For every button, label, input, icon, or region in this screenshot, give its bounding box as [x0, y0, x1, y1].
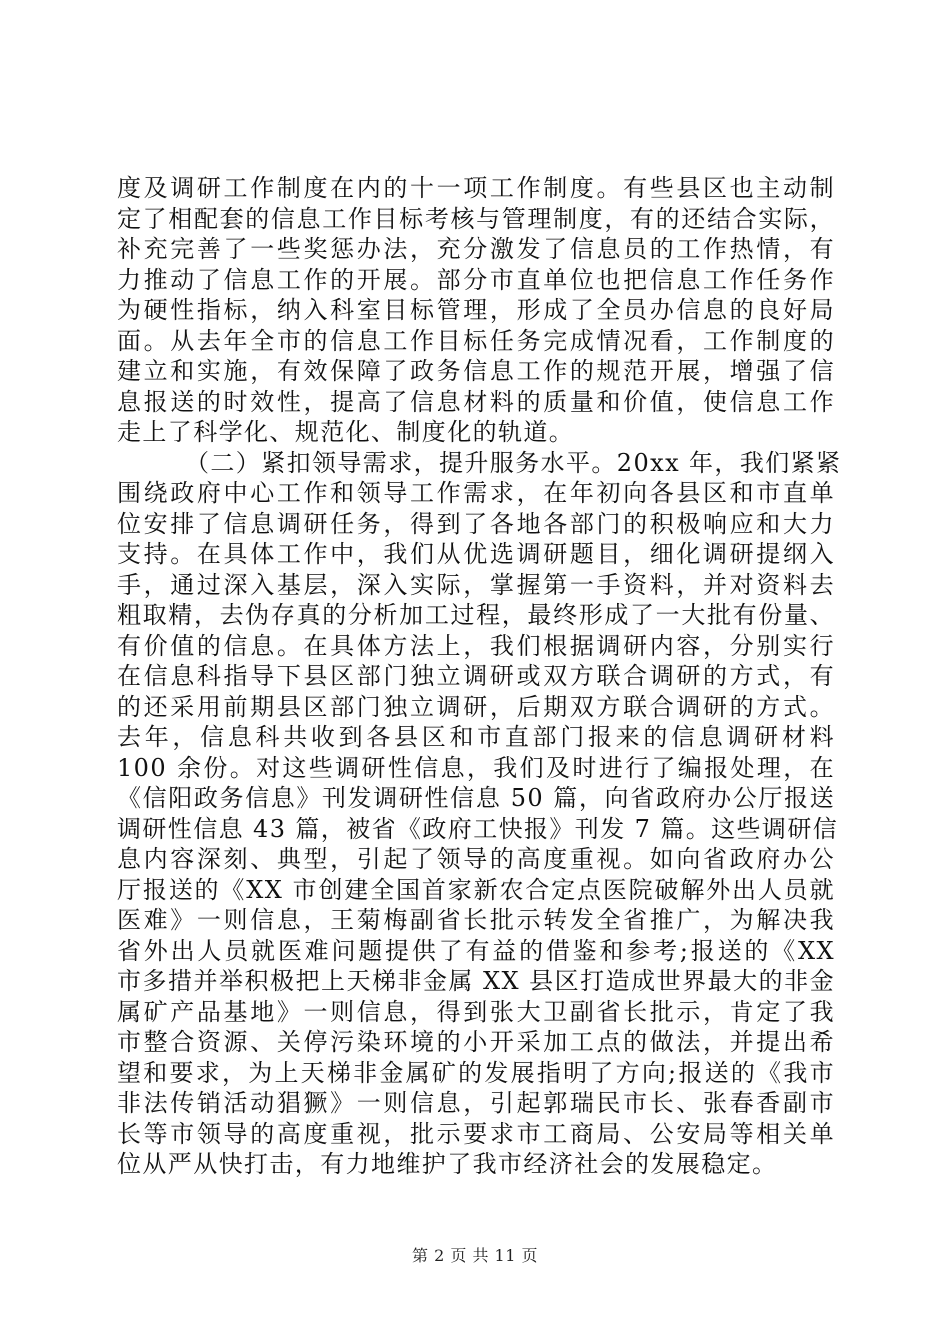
text-line: 支持。在具体工作中，我们从优选调研题目，细化调研提纲入: [117, 540, 835, 568]
text-line: 在信息科指导下县区部门独立调研或双方联合调研的方式，有: [117, 662, 835, 690]
text-line: 《信阳政务信息》刊发调研性信息 50 篇，向省政府办公厅报送: [117, 784, 835, 812]
text-line: 粗取精，去伪存真的分析加工过程，最终形成了一大批有份量、: [117, 601, 835, 629]
text-line: 的还采用前期县区部门独立调研，后期双方联合调研的方式。: [117, 692, 835, 721]
page-footer: 第 2 页 共 11 页: [412, 1246, 538, 1265]
text-line: 息报送的时效性，提高了信息材料的质量和价值，使信息工作: [117, 387, 835, 416]
text-line: 手，通过深入基层，深入实际，掌握第一手资料，并对资料去: [117, 570, 835, 599]
text-line: 非法传销活动猖獗》一则信息，引起郭瑞民市长、张春香副市: [117, 1089, 835, 1117]
text-line: 定了相配套的信息工作目标考核与管理制度，有的还结合实际，: [117, 204, 835, 233]
text-line: 补充完善了一些奖惩办法，充分激发了信息员的工作热情，有: [117, 235, 835, 263]
text-line: 厅报送的《XX 市创建全国首家新农合定点医院破解外出人员就: [117, 875, 835, 904]
text-line: 围绕政府中心工作和领导工作需求，在年初向各县区和市直单: [117, 479, 835, 507]
text-line: 有价值的信息。在具体方法上，我们根据调研内容，分别实行: [117, 631, 835, 660]
text-line: 省外出人员就医难问题提供了有益的借鉴和参考;报送的《XX: [117, 936, 835, 965]
text-line: 医难》一则信息，王菊梅副省长批示转发全省推广，为解决我: [117, 906, 835, 934]
document-body: [117, 173, 842, 1180]
text-line: 度及调研工作制度在内的十一项工作制度。有些县区也主动制: [117, 174, 835, 202]
text-line: 市多措并举积极把上天梯非金属 XX 县区打造成世界最大的非金: [117, 967, 835, 995]
text-line: 望和要求，为上天梯非金属矿的发展指明了方向;报送的《我市: [117, 1058, 835, 1087]
text-line: （二）紧扣领导需求，提升服务水平。20xx 年，我们紧紧: [185, 448, 842, 477]
text-line: 属矿产品基地》一则信息，得到张大卫副省长批示，肯定了我: [117, 997, 835, 1026]
text-line: 走上了科学化、规范化、制度化的轨道。: [117, 418, 575, 446]
text-line: 位从严从快打击，有力地维护了我市经济社会的发展稳定。: [117, 1150, 778, 1178]
text-line: 长等市领导的高度重视，批示要求市工商局、公安局等相关单: [117, 1119, 835, 1148]
text-line: 市整合资源、关停污染环境的小开采加工点的做法，并提出希: [117, 1028, 835, 1056]
text-line: 力推动了信息工作的开展。部分市直单位也把信息工作任务作: [117, 265, 835, 294]
text-line: 去年，信息科共收到各县区和市直部门报来的信息调研材料: [117, 723, 835, 751]
text-line: 为硬性指标，纳入科室目标管理，形成了全员办信息的良好局: [117, 296, 835, 324]
paragraph-system-rules: [117, 173, 835, 448]
text-line: 建立和实施，有效保障了政务信息工作的规范开展，增强了信: [117, 357, 835, 385]
text-line: 面。从去年全市的信息工作目标任务完成情况看，工作制度的: [117, 326, 835, 355]
text-line: 位安排了信息调研任务，得到了各地各部门的积极响应和大力: [117, 509, 835, 538]
text-line: 息内容深刻、典型，引起了领导的高度重视。如向省政府办公: [117, 845, 835, 873]
text-line: 100 余份。对这些调研性信息，我们及时进行了编报处理，在: [117, 753, 835, 782]
paragraph-leadership-needs: [117, 448, 842, 1180]
text-line: 调研性信息 43 篇，被省《政府工快报》刊发 7 篇。这些调研信: [117, 814, 839, 843]
